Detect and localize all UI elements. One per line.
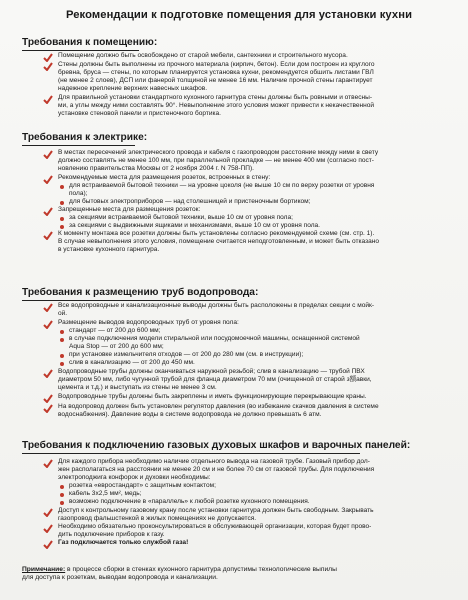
text-line: Доступ к контрольному газовому крану после установки гарнитура должен быть свободным. Закрывать [58, 507, 374, 514]
text-line: Размещение выводов водопроводных труб от уровня пола: [58, 319, 239, 326]
footnote-text-2: для доступа к розеткам, выводам водопровода и канализации. [22, 574, 218, 582]
text-line: слив в канализацию — от 200 до 450 мм. [69, 359, 195, 366]
checkmark-icon [43, 303, 53, 312]
section-heading-electrics: Требования к электрике: [22, 132, 148, 143]
bullet-icon [60, 501, 64, 505]
list-item [58, 403, 446, 419]
text-line: цемента и т.д.) и выступать из стены не менее 3 см. [58, 384, 217, 392]
text-line: при установке измельчителя отходов — от 200 до 280 мм (см. в инструкции); [69, 351, 304, 358]
list-item [58, 174, 446, 182]
bullet-icon [60, 485, 64, 489]
text-line: электроподжига конфорок и духовки необходимы: [58, 474, 211, 482]
checkmark-icon [43, 53, 53, 62]
text-line: в установке кухонного гарнитура. [58, 246, 160, 254]
list-item [58, 206, 446, 214]
text-line: Водопроводные трубы должны быть закреплены и иметь функционирующие перекрывающие краны. [58, 393, 367, 400]
text-line: Для каждого прибора необходимо наличие отдельного вывода на газовой трубе. Газовый прибор дол- [58, 458, 370, 465]
text-line: (не менее 2 слоев), ДСП или фанерой толщиной не менее 16 мм. Наличие прочной стены гарантирует [58, 77, 373, 85]
text-line: В местах пересечений электрического провода и кабеля с газопроводом расстояние между ними в свету [58, 149, 379, 156]
text-line: газопровод фальшстенкой в жилых помещениях не допускается. [58, 515, 257, 523]
bullet-icon [60, 338, 64, 342]
list-item [58, 94, 446, 118]
text-line: Необходимо обязательно проконсультироваться в обслуживающей организации, которая будет прово- [58, 523, 372, 530]
section-heading-room: Требования к помещению: [22, 37, 158, 48]
bullet-icon [60, 201, 64, 205]
text-line: розетка «евростандарт» с защитным контактом; [69, 482, 216, 489]
text-line: Запрещенные места для размещения розеток: [58, 206, 201, 213]
text-line: новлению правительства Москвы от 2 ноября 2004 г. N 758-ПП). [58, 165, 254, 173]
text-line: Aqua Stop — от 200 до 600 мм; [69, 343, 164, 351]
bullet-icon [60, 493, 64, 497]
list-item [58, 368, 446, 392]
list-item [58, 230, 446, 254]
text-line: надежное крепление верхних навесных шкафов. [58, 85, 208, 93]
section-heading-gas: Требования к подключению газовых духовых шкафов и варочных панелей: [22, 440, 411, 451]
checkmark-icon [43, 95, 53, 104]
checkmark-icon [43, 394, 53, 403]
text-line: для встраиваемой бытовой техники — на уровне цоколя (не выше 10 см по верху розетки от уровня [69, 182, 375, 189]
list-item [58, 458, 446, 482]
text-line: В случае невыполнения этого условия, помещение считается неподготовленным, и может быть отказано [58, 238, 379, 246]
text-line: К моменту монтажа все розетки должны быть установлены согласно рекомендуемой схеме (см. стр. 1). [58, 230, 375, 237]
bullet-icon [60, 217, 64, 221]
text-line: должно составлять не менее 100 мм, при параллельной прокладке — не менее 400 мм (согласно пост- [58, 157, 374, 165]
text-line: водоснабжения). Давление воды в системе водопровода не должно превышать 6 атм. [58, 411, 322, 419]
text-line: для бытовых электроприборов — над столешницей и пристеночным бортиком; [69, 198, 311, 205]
heading-underline [22, 50, 139, 51]
list-item [58, 319, 446, 327]
sub-list-item [69, 498, 445, 506]
text-line: пола); [69, 190, 88, 198]
list-item [58, 52, 446, 60]
footnote [22, 566, 452, 583]
footnote-text-1: в процессе сборки в стенках кухонного гарнитура допустимы технологические выпилы [65, 566, 337, 573]
text-line: ой. [58, 310, 68, 318]
text-line: стандарт — от 200 до 600 мм; [69, 327, 161, 334]
sub-list-item [69, 198, 445, 206]
text-line: жен располагаться на расстоянии не менее 20 см и не более 70 см от газовой трубы. Для подключения [58, 466, 375, 474]
text-line: дить подключение приборов к газу. [58, 531, 165, 539]
checkmark-icon [43, 524, 53, 533]
text-line: На водопровод должен быть установлен регулятор давления (во избежание скачков давления в системе [58, 403, 379, 410]
sub-list-item [69, 359, 445, 367]
checkmark-icon [43, 175, 53, 184]
bullet-icon [60, 362, 64, 366]
text-line: за секциями встраиваемой бытовой техники, выше 10 см от уровня пола; [69, 214, 293, 221]
checkmark-icon [43, 62, 53, 71]
sub-list-item [69, 335, 445, 351]
sub-list-item [69, 182, 445, 198]
gas-service-warning [58, 539, 446, 547]
heading-underline [22, 453, 360, 454]
checkmark-icon [43, 404, 53, 413]
text-line: возможно подключение в «параллель» к любой розетке кухонного помещения. [69, 498, 310, 505]
text-line: ми, а углы между ними составлять 90°. Невыполнение этого условия может привести к некачественной [58, 102, 375, 110]
text-line: Водопроводные трубы должны оканчиваться наружной резьбой; слив в канализацию — трубой ПВХ [58, 368, 365, 375]
text-line: Помещение должно быть освобождено от старой мебели, сантехники и строительного мусора. [58, 52, 348, 59]
footnote-label: Примечание: [22, 566, 66, 573]
sub-list-item [69, 222, 445, 230]
heading-underline [22, 300, 237, 301]
checkmark-icon [43, 207, 53, 216]
text-line: Рекомендуемые места для размещения розеток, встроенных в стену: [58, 174, 271, 181]
list-item [58, 393, 446, 401]
text-line: Газ подключается только службой газа! [58, 539, 189, 546]
checkmark-icon [43, 320, 53, 329]
sub-list-item [69, 214, 445, 222]
bullet-icon [60, 330, 64, 334]
text-line: Все водопроводные и канализационные выводы должны быть расположены в пределах секции с мойк- [58, 302, 375, 309]
document-title: Рекомендации к подготовке помещения для установки кухни [65, 9, 413, 21]
section-heading-plumbing: Требования к размещению труб водопровода: [22, 287, 259, 298]
checkmark-icon [43, 459, 53, 468]
sub-list-item [69, 482, 445, 490]
text-line: кабель 3х2,5 мм², медь; [69, 490, 142, 497]
text-line: в случае подключения модели стиральной или посудомоечной машины, оснащенной системой [69, 335, 360, 342]
checkmark-icon [43, 231, 53, 240]
list-item [58, 149, 446, 173]
text-line: за секциями с выдвижными ящиками и механизмами, выше 10 см от уровня пола. [69, 222, 320, 229]
checkmark-icon [43, 540, 53, 549]
bullet-icon [60, 225, 64, 229]
checkmark-icon [43, 150, 53, 159]
list-item [58, 302, 446, 318]
text-line: Для правильной установки стандартного кухонного гарнитура стены должны быть ровными и отвесны- [58, 94, 373, 101]
heading-underline [22, 145, 135, 146]
list-item [58, 523, 446, 539]
sub-list-item [69, 490, 445, 498]
checkmark-icon [43, 508, 53, 517]
list-item [58, 507, 446, 523]
sub-list-item [69, 327, 445, 335]
text-line: диаметром 50 мм, либо чугунной трубой для фланца диаметром 70 мм (очищенной от старой з额авки, [58, 376, 372, 384]
checkmark-icon [43, 369, 53, 378]
bullet-icon [60, 185, 64, 189]
sub-list-item [69, 351, 445, 359]
text-line: бревна, бруса — стены, по которым планируется установка кухни, рекомендуется обшить листами ГВЛ [58, 69, 374, 77]
text-line: установке стеновой панели и пристеночного бортика. [58, 110, 221, 118]
text-line: Стены должны быть выполнены из прочного материала (кирпич, бетон). Если дом построен из круглого [58, 61, 375, 68]
list-item [58, 61, 446, 93]
bullet-icon [60, 354, 64, 358]
